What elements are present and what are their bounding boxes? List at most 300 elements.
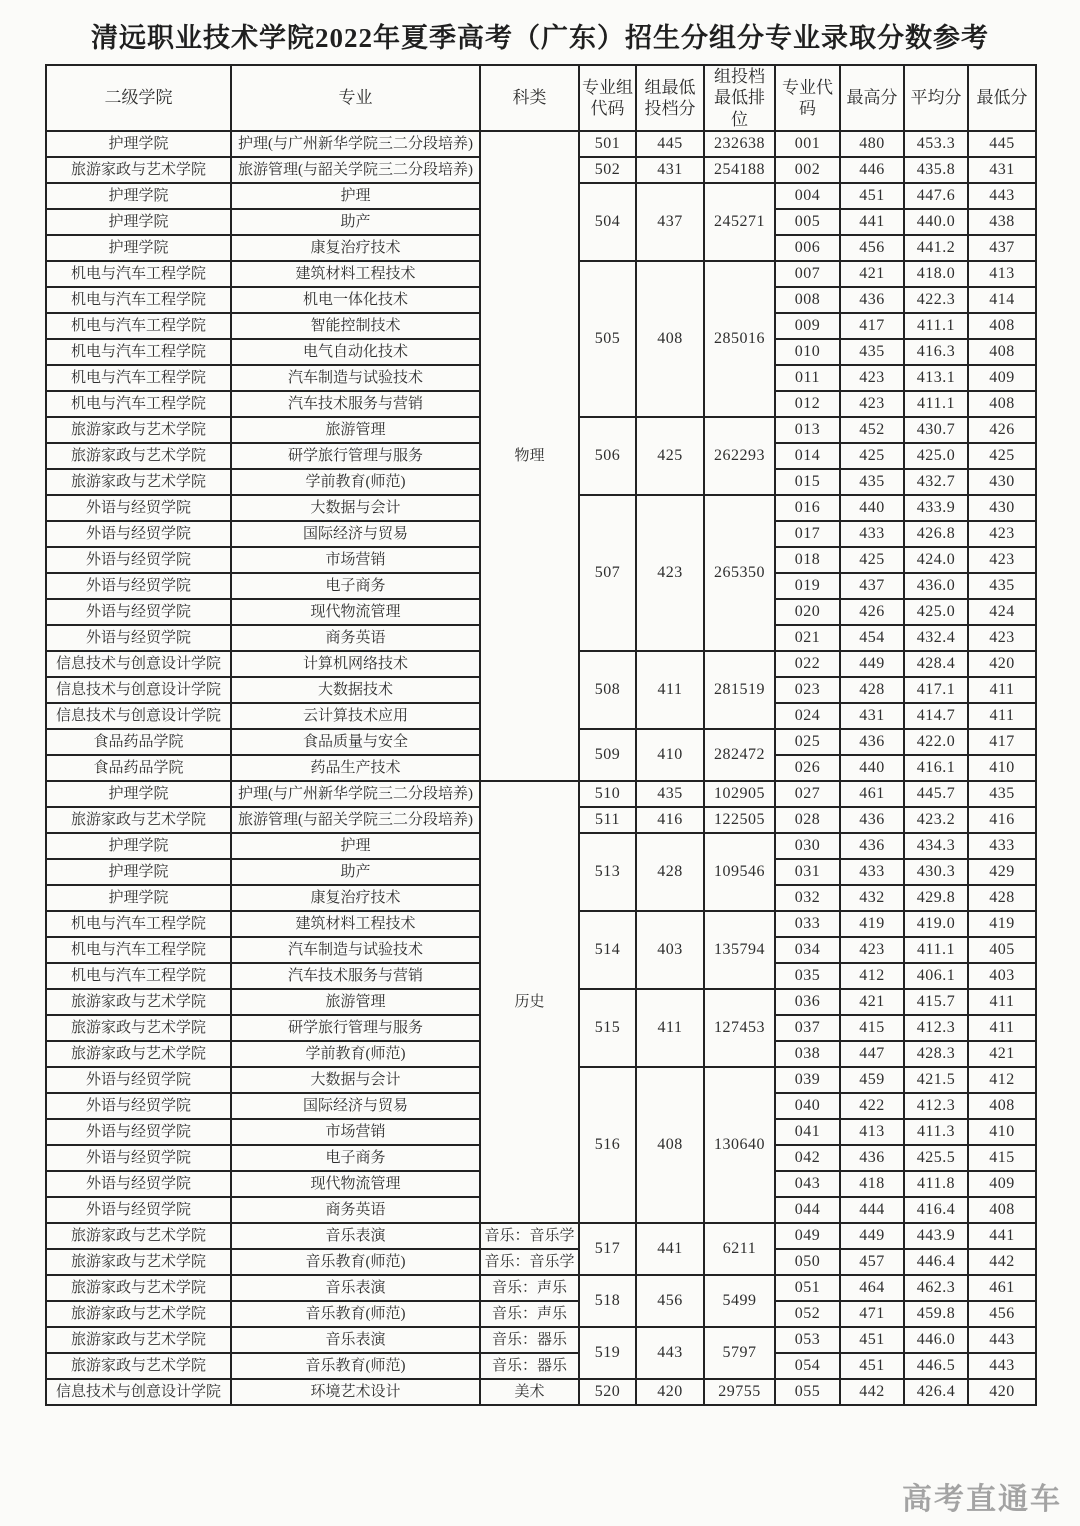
major-cell: 市场营销 — [231, 1119, 480, 1145]
max-score-cell: 423 — [840, 391, 904, 417]
group-code-cell: 518 — [579, 1275, 636, 1327]
table-row — [46, 1353, 1036, 1379]
max-score-cell: 423 — [840, 937, 904, 963]
college-cell: 旅游家政与艺术学院 — [46, 1223, 231, 1249]
major-code-cell: 044 — [775, 1197, 840, 1223]
major-cell: 汽车制造与试验技术 — [231, 365, 480, 391]
min-score-cell: 409 — [968, 365, 1036, 391]
header-group-code: 专业组代码 — [579, 65, 636, 131]
header-row — [46, 65, 1036, 131]
major-code-cell: 026 — [775, 755, 840, 781]
min-score-cell: 430 — [968, 495, 1036, 521]
major-cell: 护理 — [231, 833, 480, 859]
avg-score-cell: 462.3 — [904, 1275, 968, 1301]
college-cell: 护理学院 — [46, 885, 231, 911]
max-score-cell: 449 — [840, 651, 904, 677]
major-code-cell: 043 — [775, 1171, 840, 1197]
min-score-cell: 411 — [968, 989, 1036, 1015]
min-score-cell: 443 — [968, 1353, 1036, 1379]
group-code-cell: 505 — [579, 261, 636, 417]
major-code-cell: 032 — [775, 885, 840, 911]
major-code-cell: 028 — [775, 807, 840, 833]
avg-score-cell: 426.4 — [904, 1379, 968, 1405]
major-code-cell: 005 — [775, 209, 840, 235]
college-cell: 食品药品学院 — [46, 755, 231, 781]
major-cell: 旅游管理(与韶关学院三二分段培养) — [231, 807, 480, 833]
major-cell: 旅游管理 — [231, 989, 480, 1015]
major-code-cell: 025 — [775, 729, 840, 755]
avg-score-cell: 412.3 — [904, 1093, 968, 1119]
subject-cell: 音乐：音乐学 — [480, 1249, 579, 1275]
group-min-rank-cell: 109546 — [704, 833, 775, 911]
major-cell: 市场营销 — [231, 547, 480, 573]
major-cell: 汽车技术服务与营销 — [231, 963, 480, 989]
min-score-cell: 431 — [968, 157, 1036, 183]
table-row — [46, 131, 1036, 157]
avg-score-cell: 432.7 — [904, 469, 968, 495]
college-cell: 旅游家政与艺术学院 — [46, 1275, 231, 1301]
major-cell: 康复治疗技术 — [231, 885, 480, 911]
min-score-cell: 414 — [968, 287, 1036, 313]
table-row — [46, 1223, 1036, 1249]
max-score-cell: 436 — [840, 287, 904, 313]
avg-score-cell: 416.4 — [904, 1197, 968, 1223]
major-cell: 计算机网络技术 — [231, 651, 480, 677]
group-min-rank-cell: 265350 — [704, 495, 775, 651]
college-cell: 护理学院 — [46, 833, 231, 859]
major-cell: 护理(与广州新华学院三二分段培养) — [231, 781, 480, 807]
avg-score-cell: 411.1 — [904, 937, 968, 963]
major-cell: 旅游管理 — [231, 417, 480, 443]
avg-score-cell: 447.6 — [904, 183, 968, 209]
major-code-cell: 050 — [775, 1249, 840, 1275]
avg-score-cell: 414.7 — [904, 703, 968, 729]
min-score-cell: 410 — [968, 755, 1036, 781]
major-code-cell: 049 — [775, 1223, 840, 1249]
min-score-cell: 416 — [968, 807, 1036, 833]
major-code-cell: 024 — [775, 703, 840, 729]
major-cell: 云计算技术应用 — [231, 703, 480, 729]
major-cell: 电子商务 — [231, 1145, 480, 1171]
group-min-score-cell: 445 — [636, 131, 704, 157]
major-cell: 食品质量与安全 — [231, 729, 480, 755]
group-min-score-cell: 443 — [636, 1327, 704, 1379]
header-max-score: 最高分 — [840, 65, 904, 131]
major-code-cell: 008 — [775, 287, 840, 313]
major-cell: 音乐教育(师范) — [231, 1301, 480, 1327]
college-cell: 外语与经贸学院 — [46, 1119, 231, 1145]
min-score-cell: 413 — [968, 261, 1036, 287]
min-score-cell: 420 — [968, 1379, 1036, 1405]
major-cell: 学前教育(师范) — [231, 469, 480, 495]
avg-score-cell: 429.8 — [904, 885, 968, 911]
avg-score-cell: 432.4 — [904, 625, 968, 651]
major-cell: 助产 — [231, 859, 480, 885]
major-cell: 音乐教育(师范) — [231, 1249, 480, 1275]
major-code-cell: 012 — [775, 391, 840, 417]
group-min-score-cell: 411 — [636, 989, 704, 1067]
college-cell: 食品药品学院 — [46, 729, 231, 755]
max-score-cell: 437 — [840, 573, 904, 599]
group-min-rank-cell: 5499 — [704, 1275, 775, 1327]
group-code-cell: 506 — [579, 417, 636, 495]
min-score-cell: 419 — [968, 911, 1036, 937]
major-cell: 汽车制造与试验技术 — [231, 937, 480, 963]
college-cell: 外语与经贸学院 — [46, 1171, 231, 1197]
college-cell: 护理学院 — [46, 781, 231, 807]
major-cell: 助产 — [231, 209, 480, 235]
avg-score-cell: 440.0 — [904, 209, 968, 235]
max-score-cell: 419 — [840, 911, 904, 937]
group-min-rank-cell: 102905 — [704, 781, 775, 807]
max-score-cell: 426 — [840, 599, 904, 625]
avg-score-cell: 422.0 — [904, 729, 968, 755]
avg-score-cell: 443.9 — [904, 1223, 968, 1249]
max-score-cell: 451 — [840, 1353, 904, 1379]
avg-score-cell: 411.8 — [904, 1171, 968, 1197]
group-min-score-cell: 420 — [636, 1379, 704, 1405]
group-min-rank-cell: 5797 — [704, 1327, 775, 1379]
major-code-cell: 007 — [775, 261, 840, 287]
college-cell: 机电与汽车工程学院 — [46, 365, 231, 391]
avg-score-cell: 417.1 — [904, 677, 968, 703]
group-min-rank-cell: 29755 — [704, 1379, 775, 1405]
table-row — [46, 1275, 1036, 1301]
college-cell: 旅游家政与艺术学院 — [46, 157, 231, 183]
group-min-rank-cell: 254188 — [704, 157, 775, 183]
max-score-cell: 431 — [840, 703, 904, 729]
min-score-cell: 408 — [968, 313, 1036, 339]
min-score-cell: 408 — [968, 391, 1036, 417]
major-code-cell: 033 — [775, 911, 840, 937]
major-cell: 音乐教育(师范) — [231, 1353, 480, 1379]
subject-cell: 物理 — [480, 131, 579, 781]
group-min-score-cell: 403 — [636, 911, 704, 989]
header-major: 专业 — [231, 65, 480, 131]
major-cell: 商务英语 — [231, 625, 480, 651]
min-score-cell: 411 — [968, 677, 1036, 703]
college-cell: 旅游家政与艺术学院 — [46, 807, 231, 833]
college-cell: 旅游家政与艺术学院 — [46, 443, 231, 469]
min-score-cell: 445 — [968, 131, 1036, 157]
avg-score-cell: 425.5 — [904, 1145, 968, 1171]
group-min-rank-cell: 232638 — [704, 131, 775, 157]
avg-score-cell: 411.3 — [904, 1119, 968, 1145]
avg-score-cell: 423.2 — [904, 807, 968, 833]
min-score-cell: 425 — [968, 443, 1036, 469]
college-cell: 护理学院 — [46, 859, 231, 885]
avg-score-cell: 441.2 — [904, 235, 968, 261]
group-min-score-cell: 410 — [636, 729, 704, 781]
group-min-score-cell: 431 — [636, 157, 704, 183]
group-min-score-cell: 408 — [636, 261, 704, 417]
max-score-cell: 421 — [840, 989, 904, 1015]
college-cell: 护理学院 — [46, 183, 231, 209]
max-score-cell: 459 — [840, 1067, 904, 1093]
min-score-cell: 429 — [968, 859, 1036, 885]
major-code-cell: 011 — [775, 365, 840, 391]
max-score-cell: 436 — [840, 833, 904, 859]
major-cell: 电气自动化技术 — [231, 339, 480, 365]
max-score-cell: 425 — [840, 547, 904, 573]
min-score-cell: 411 — [968, 703, 1036, 729]
major-cell: 旅游管理(与韶关学院三二分段培养) — [231, 157, 480, 183]
major-cell: 现代物流管理 — [231, 599, 480, 625]
group-min-rank-cell: 245271 — [704, 183, 775, 261]
major-code-cell: 018 — [775, 547, 840, 573]
major-code-cell: 031 — [775, 859, 840, 885]
college-cell: 外语与经贸学院 — [46, 573, 231, 599]
major-cell: 音乐表演 — [231, 1275, 480, 1301]
score-table-body — [46, 131, 1036, 1405]
min-score-cell: 435 — [968, 573, 1036, 599]
major-code-cell: 022 — [775, 651, 840, 677]
major-code-cell: 023 — [775, 677, 840, 703]
subject-cell: 音乐：器乐 — [480, 1327, 579, 1353]
max-score-cell: 464 — [840, 1275, 904, 1301]
major-cell: 音乐表演 — [231, 1327, 480, 1353]
subject-cell: 音乐：器乐 — [480, 1353, 579, 1379]
max-score-cell: 442 — [840, 1379, 904, 1405]
avg-score-cell: 435.8 — [904, 157, 968, 183]
college-cell: 机电与汽车工程学院 — [46, 911, 231, 937]
college-cell: 护理学院 — [46, 235, 231, 261]
group-code-cell: 516 — [579, 1067, 636, 1223]
max-score-cell: 452 — [840, 417, 904, 443]
major-cell: 护理(与广州新华学院三二分段培养) — [231, 131, 480, 157]
college-cell: 信息技术与创意设计学院 — [46, 703, 231, 729]
group-code-cell: 510 — [579, 781, 636, 807]
college-cell: 旅游家政与艺术学院 — [46, 1301, 231, 1327]
group-code-cell: 514 — [579, 911, 636, 989]
major-code-cell: 053 — [775, 1327, 840, 1353]
max-score-cell: 457 — [840, 1249, 904, 1275]
avg-score-cell: 430.7 — [904, 417, 968, 443]
min-score-cell: 437 — [968, 235, 1036, 261]
avg-score-cell: 424.0 — [904, 547, 968, 573]
group-min-score-cell: 435 — [636, 781, 704, 807]
group-code-cell: 508 — [579, 651, 636, 729]
max-score-cell: 451 — [840, 1327, 904, 1353]
group-min-score-cell: 411 — [636, 651, 704, 729]
avg-score-cell: 411.1 — [904, 313, 968, 339]
group-min-score-cell: 408 — [636, 1067, 704, 1223]
table-row — [46, 1249, 1036, 1275]
table-row — [46, 1379, 1036, 1405]
major-code-cell: 035 — [775, 963, 840, 989]
max-score-cell: 446 — [840, 157, 904, 183]
header-min-score: 最低分 — [968, 65, 1036, 131]
college-cell: 机电与汽车工程学院 — [46, 339, 231, 365]
college-cell: 外语与经贸学院 — [46, 1145, 231, 1171]
group-min-score-cell: 437 — [636, 183, 704, 261]
group-min-score-cell: 416 — [636, 807, 704, 833]
subject-cell: 音乐：音乐学 — [480, 1223, 579, 1249]
min-score-cell: 423 — [968, 625, 1036, 651]
max-score-cell: 421 — [840, 261, 904, 287]
major-cell: 汽车技术服务与营销 — [231, 391, 480, 417]
major-code-cell: 020 — [775, 599, 840, 625]
major-code-cell: 009 — [775, 313, 840, 339]
avg-score-cell: 411.1 — [904, 391, 968, 417]
avg-score-cell: 426.8 — [904, 521, 968, 547]
avg-score-cell: 419.0 — [904, 911, 968, 937]
max-score-cell: 440 — [840, 755, 904, 781]
college-cell: 机电与汽车工程学院 — [46, 287, 231, 313]
major-cell: 大数据技术 — [231, 677, 480, 703]
avg-score-cell: 416.1 — [904, 755, 968, 781]
min-score-cell: 409 — [968, 1171, 1036, 1197]
avg-score-cell: 413.1 — [904, 365, 968, 391]
max-score-cell: 436 — [840, 729, 904, 755]
min-score-cell: 405 — [968, 937, 1036, 963]
min-score-cell: 461 — [968, 1275, 1036, 1301]
avg-score-cell: 445.7 — [904, 781, 968, 807]
max-score-cell: 436 — [840, 1145, 904, 1171]
major-cell: 大数据与会计 — [231, 1067, 480, 1093]
max-score-cell: 435 — [840, 339, 904, 365]
major-cell: 环境艺术设计 — [231, 1379, 480, 1405]
major-code-cell: 051 — [775, 1275, 840, 1301]
header-subject: 科类 — [480, 65, 579, 131]
major-code-cell: 001 — [775, 131, 840, 157]
avg-score-cell: 459.8 — [904, 1301, 968, 1327]
group-min-score-cell: 428 — [636, 833, 704, 911]
max-score-cell: 451 — [840, 183, 904, 209]
max-score-cell: 454 — [840, 625, 904, 651]
group-code-cell: 515 — [579, 989, 636, 1067]
major-cell: 护理 — [231, 183, 480, 209]
major-code-cell: 004 — [775, 183, 840, 209]
major-code-cell: 040 — [775, 1093, 840, 1119]
group-min-rank-cell: 285016 — [704, 261, 775, 417]
max-score-cell: 480 — [840, 131, 904, 157]
college-cell: 旅游家政与艺术学院 — [46, 1015, 231, 1041]
major-code-cell: 037 — [775, 1015, 840, 1041]
table-row — [46, 1327, 1036, 1353]
min-score-cell: 408 — [968, 339, 1036, 365]
min-score-cell: 408 — [968, 1197, 1036, 1223]
table-row — [46, 781, 1036, 807]
min-score-cell: 428 — [968, 885, 1036, 911]
max-score-cell: 449 — [840, 1223, 904, 1249]
college-cell: 旅游家政与艺术学院 — [46, 1041, 231, 1067]
header-avg-score: 平均分 — [904, 65, 968, 131]
header-college: 二级学院 — [46, 65, 231, 131]
max-score-cell: 433 — [840, 859, 904, 885]
major-code-cell: 010 — [775, 339, 840, 365]
major-code-cell: 054 — [775, 1353, 840, 1379]
avg-score-cell: 428.4 — [904, 651, 968, 677]
subject-cell: 历史 — [480, 781, 579, 1223]
major-cell: 大数据与会计 — [231, 495, 480, 521]
major-code-cell: 027 — [775, 781, 840, 807]
avg-score-cell: 425.0 — [904, 443, 968, 469]
major-code-cell: 014 — [775, 443, 840, 469]
avg-score-cell: 428.3 — [904, 1041, 968, 1067]
header-group-min-score: 组最低投档分 — [636, 65, 704, 131]
college-cell: 外语与经贸学院 — [46, 1197, 231, 1223]
avg-score-cell: 446.4 — [904, 1249, 968, 1275]
major-cell: 商务英语 — [231, 1197, 480, 1223]
major-cell: 研学旅行管理与服务 — [231, 1015, 480, 1041]
college-cell: 护理学院 — [46, 209, 231, 235]
group-code-cell: 504 — [579, 183, 636, 261]
major-code-cell: 006 — [775, 235, 840, 261]
group-code-cell: 520 — [579, 1379, 636, 1405]
max-score-cell: 422 — [840, 1093, 904, 1119]
major-code-cell: 052 — [775, 1301, 840, 1327]
college-cell: 旅游家政与艺术学院 — [46, 417, 231, 443]
group-code-cell: 511 — [579, 807, 636, 833]
group-min-rank-cell: 262293 — [704, 417, 775, 495]
max-score-cell: 423 — [840, 365, 904, 391]
group-min-rank-cell: 130640 — [704, 1067, 775, 1223]
major-code-cell: 055 — [775, 1379, 840, 1405]
major-cell: 电子商务 — [231, 573, 480, 599]
min-score-cell: 438 — [968, 209, 1036, 235]
min-score-cell: 411 — [968, 1015, 1036, 1041]
avg-score-cell: 418.0 — [904, 261, 968, 287]
avg-score-cell: 433.9 — [904, 495, 968, 521]
min-score-cell: 442 — [968, 1249, 1036, 1275]
college-cell: 机电与汽车工程学院 — [46, 313, 231, 339]
group-code-cell: 513 — [579, 833, 636, 911]
college-cell: 护理学院 — [46, 131, 231, 157]
major-code-cell: 016 — [775, 495, 840, 521]
avg-score-cell: 453.3 — [904, 131, 968, 157]
max-score-cell: 428 — [840, 677, 904, 703]
group-min-rank-cell: 281519 — [704, 651, 775, 729]
major-cell: 机电一体化技术 — [231, 287, 480, 313]
group-min-rank-cell: 122505 — [704, 807, 775, 833]
group-code-cell: 519 — [579, 1327, 636, 1379]
college-cell: 外语与经贸学院 — [46, 1093, 231, 1119]
avg-score-cell: 434.3 — [904, 833, 968, 859]
min-score-cell: 423 — [968, 521, 1036, 547]
min-score-cell: 420 — [968, 651, 1036, 677]
avg-score-cell: 416.3 — [904, 339, 968, 365]
college-cell: 旅游家政与艺术学院 — [46, 1327, 231, 1353]
group-min-rank-cell: 135794 — [704, 911, 775, 989]
avg-score-cell: 415.7 — [904, 989, 968, 1015]
subject-cell: 美术 — [480, 1379, 579, 1405]
major-code-cell: 019 — [775, 573, 840, 599]
major-cell: 智能控制技术 — [231, 313, 480, 339]
min-score-cell: 456 — [968, 1301, 1036, 1327]
college-cell: 信息技术与创意设计学院 — [46, 1379, 231, 1405]
max-score-cell: 461 — [840, 781, 904, 807]
major-cell: 药品生产技术 — [231, 755, 480, 781]
group-min-rank-cell: 282472 — [704, 729, 775, 781]
min-score-cell: 424 — [968, 599, 1036, 625]
max-score-cell: 471 — [840, 1301, 904, 1327]
max-score-cell: 412 — [840, 963, 904, 989]
major-cell: 建筑材料工程技术 — [231, 911, 480, 937]
max-score-cell: 432 — [840, 885, 904, 911]
major-code-cell: 002 — [775, 157, 840, 183]
max-score-cell: 413 — [840, 1119, 904, 1145]
major-code-cell: 021 — [775, 625, 840, 651]
college-cell: 外语与经贸学院 — [46, 495, 231, 521]
major-cell: 康复治疗技术 — [231, 235, 480, 261]
college-cell: 外语与经贸学院 — [46, 599, 231, 625]
min-score-cell: 423 — [968, 547, 1036, 573]
avg-score-cell: 425.0 — [904, 599, 968, 625]
major-code-cell: 030 — [775, 833, 840, 859]
min-score-cell: 421 — [968, 1041, 1036, 1067]
max-score-cell: 441 — [840, 209, 904, 235]
